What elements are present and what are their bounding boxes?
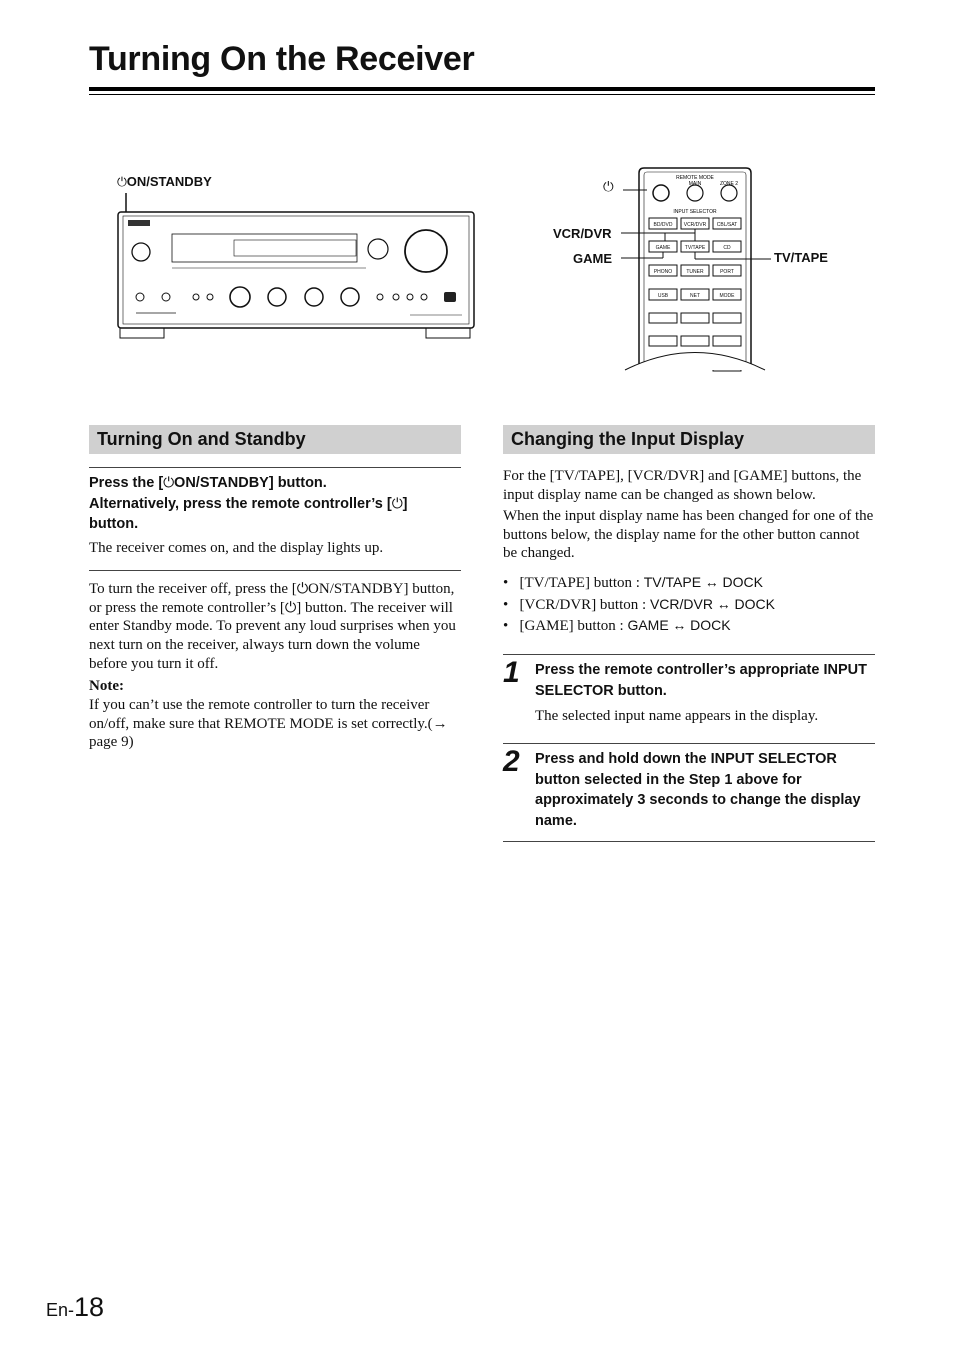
- section-rule: [503, 841, 875, 842]
- bullet: •: [503, 596, 509, 613]
- section-rule: [503, 743, 875, 744]
- remote-controller-illustration: [615, 165, 775, 380]
- swap-arrow-icon: ↔: [672, 617, 687, 633]
- rename-list: [503, 572, 875, 637]
- remote-btn-usb: USB: [657, 293, 669, 299]
- note-text: [89, 696, 461, 752]
- title-rule: [89, 87, 875, 91]
- bullet-from: TV/TAPE: [643, 574, 702, 590]
- power-icon: ⏻: [117, 175, 127, 189]
- turn-off-paragraph: [89, 580, 461, 674]
- receiver-standby-label-text: ON/STANDBY: [126, 174, 212, 189]
- section-heading-turning-on: Turning On and Standby: [89, 425, 461, 454]
- para-text: ] button. The receiver will enter Standby mode. To prevent any loud surprises when you next turn on the receiver, always turn down the volume before you turn it off.: [89, 599, 456, 672]
- remote-btn-vcr-dvr: VCR/DVR: [683, 222, 707, 228]
- page-number: [46, 1292, 104, 1323]
- receiver-front-panel-illustration: [110, 185, 480, 345]
- step-number-1: 1: [503, 656, 520, 689]
- section-heading-input-display: Changing the Input Display: [503, 425, 875, 454]
- note-page-link[interactable]: page 9): [89, 734, 134, 751]
- page-title: Turning On the Receiver: [89, 40, 475, 78]
- standby-result: The receiver comes on, and the display lights up.: [89, 540, 384, 556]
- input-display-intro-2: When the input display name has been changed for one of the buttons below, the display name for the other button cannot be changed.: [503, 508, 874, 562]
- list-item: [503, 615, 875, 637]
- power-icon: ⏻: [284, 599, 297, 616]
- page-ref-arrow-icon: →: [432, 714, 448, 732]
- list-item: [503, 594, 875, 616]
- swap-arrow-icon: ↔: [704, 574, 719, 590]
- remote-btn-cbl-sat: CBL/SAT: [716, 222, 738, 228]
- tv-tape-label: TV/TAPE: [774, 250, 828, 265]
- remote-btn-tuner: TUNER: [686, 269, 704, 275]
- power-icon: ⏻: [391, 495, 403, 512]
- bullet-button: [TV/TAPE] button :: [519, 575, 644, 591]
- bullet-from: VCR/DVR: [649, 595, 713, 612]
- remote-btn-cd: CD: [723, 245, 731, 251]
- remote-btn-tv-tape: TV/TAPE: [684, 245, 706, 251]
- remote-btn-phono: PHONO: [653, 269, 673, 275]
- step-number-2: 2: [503, 745, 520, 778]
- bullet-button: [GAME] button :: [519, 618, 628, 634]
- section-rule: [89, 467, 461, 468]
- remote-btn-game: GAME: [655, 245, 671, 251]
- instr-text: ON/STANDBY] button.: [174, 475, 327, 491]
- standby-instruction-line1: [89, 473, 461, 494]
- page-number-value: 18: [74, 1292, 105, 1322]
- note-label: Note:: [89, 678, 124, 694]
- step-2-instruction: Press and hold down the INPUT SELECTOR button selected in the Step 1 above for approximately 3 seconds to change the display name.: [535, 751, 861, 829]
- title-rule-thin: [89, 94, 875, 95]
- standby-instruction-line2: [89, 494, 461, 515]
- section-rule: [503, 654, 875, 655]
- bullet: •: [503, 575, 509, 591]
- standby-instruction: [89, 473, 461, 535]
- remote-btn-mode: MODE: [719, 293, 735, 299]
- bullet-from: GAME: [627, 617, 669, 633]
- remote-power-icon: ⏻: [603, 180, 614, 195]
- bullet-button: [VCR/DVR] button :: [519, 596, 650, 613]
- para-text: ON/STANDBY] button, or press the remote controller’s [: [89, 581, 455, 616]
- power-icon: ⏻: [296, 581, 309, 597]
- input-display-intro-1: For the [TV/TAPE], [VCR/DVR] and [GAME] buttons, the input display name can be changed as shown below.: [503, 468, 862, 503]
- remote-input-selector-text: INPUT SELECTOR: [673, 209, 717, 215]
- instr-text: Press the [: [89, 475, 164, 491]
- step-1-result: The selected input name appears in the display.: [535, 708, 819, 724]
- note-text-a: If you can’t use the remote controller to turn the receiver on/off, make sure that REMOTE MODE is set correctly.(: [89, 697, 433, 732]
- para-text: To turn the receiver off, press the [: [89, 581, 297, 597]
- game-label: GAME: [573, 251, 612, 266]
- standby-instruction-line3: button.: [89, 516, 139, 532]
- page-number-prefix: En-: [46, 1300, 75, 1320]
- instr-text: ]: [402, 495, 408, 512]
- remote-btn-port: PORT: [720, 269, 734, 275]
- remote-btn-bd-dvd: BD/DVD: [653, 222, 673, 228]
- list-item: [503, 572, 875, 594]
- section-rule: [89, 570, 461, 571]
- bullet-to: DOCK: [722, 574, 763, 590]
- swap-arrow-icon: ↔: [716, 595, 731, 612]
- remote-btn-net: NET: [690, 293, 700, 299]
- power-icon: ⏻: [163, 475, 175, 491]
- step-1-instruction: Press the remote controller’s appropriate INPUT SELECTOR button.: [535, 662, 867, 699]
- vcr-dvr-label: VCR/DVR: [553, 226, 612, 241]
- bullet-to: DOCK: [690, 617, 731, 633]
- remote-zone2-text: ZONE 2: [719, 181, 739, 187]
- bullet-to: DOCK: [734, 595, 775, 612]
- remote-main-text: MAIN: [688, 181, 702, 187]
- bullet: •: [503, 618, 509, 634]
- remote-mode-text: REMOTE MODE: [676, 175, 714, 181]
- instr-text: Alternatively, press the remote controller’s [: [89, 495, 392, 512]
